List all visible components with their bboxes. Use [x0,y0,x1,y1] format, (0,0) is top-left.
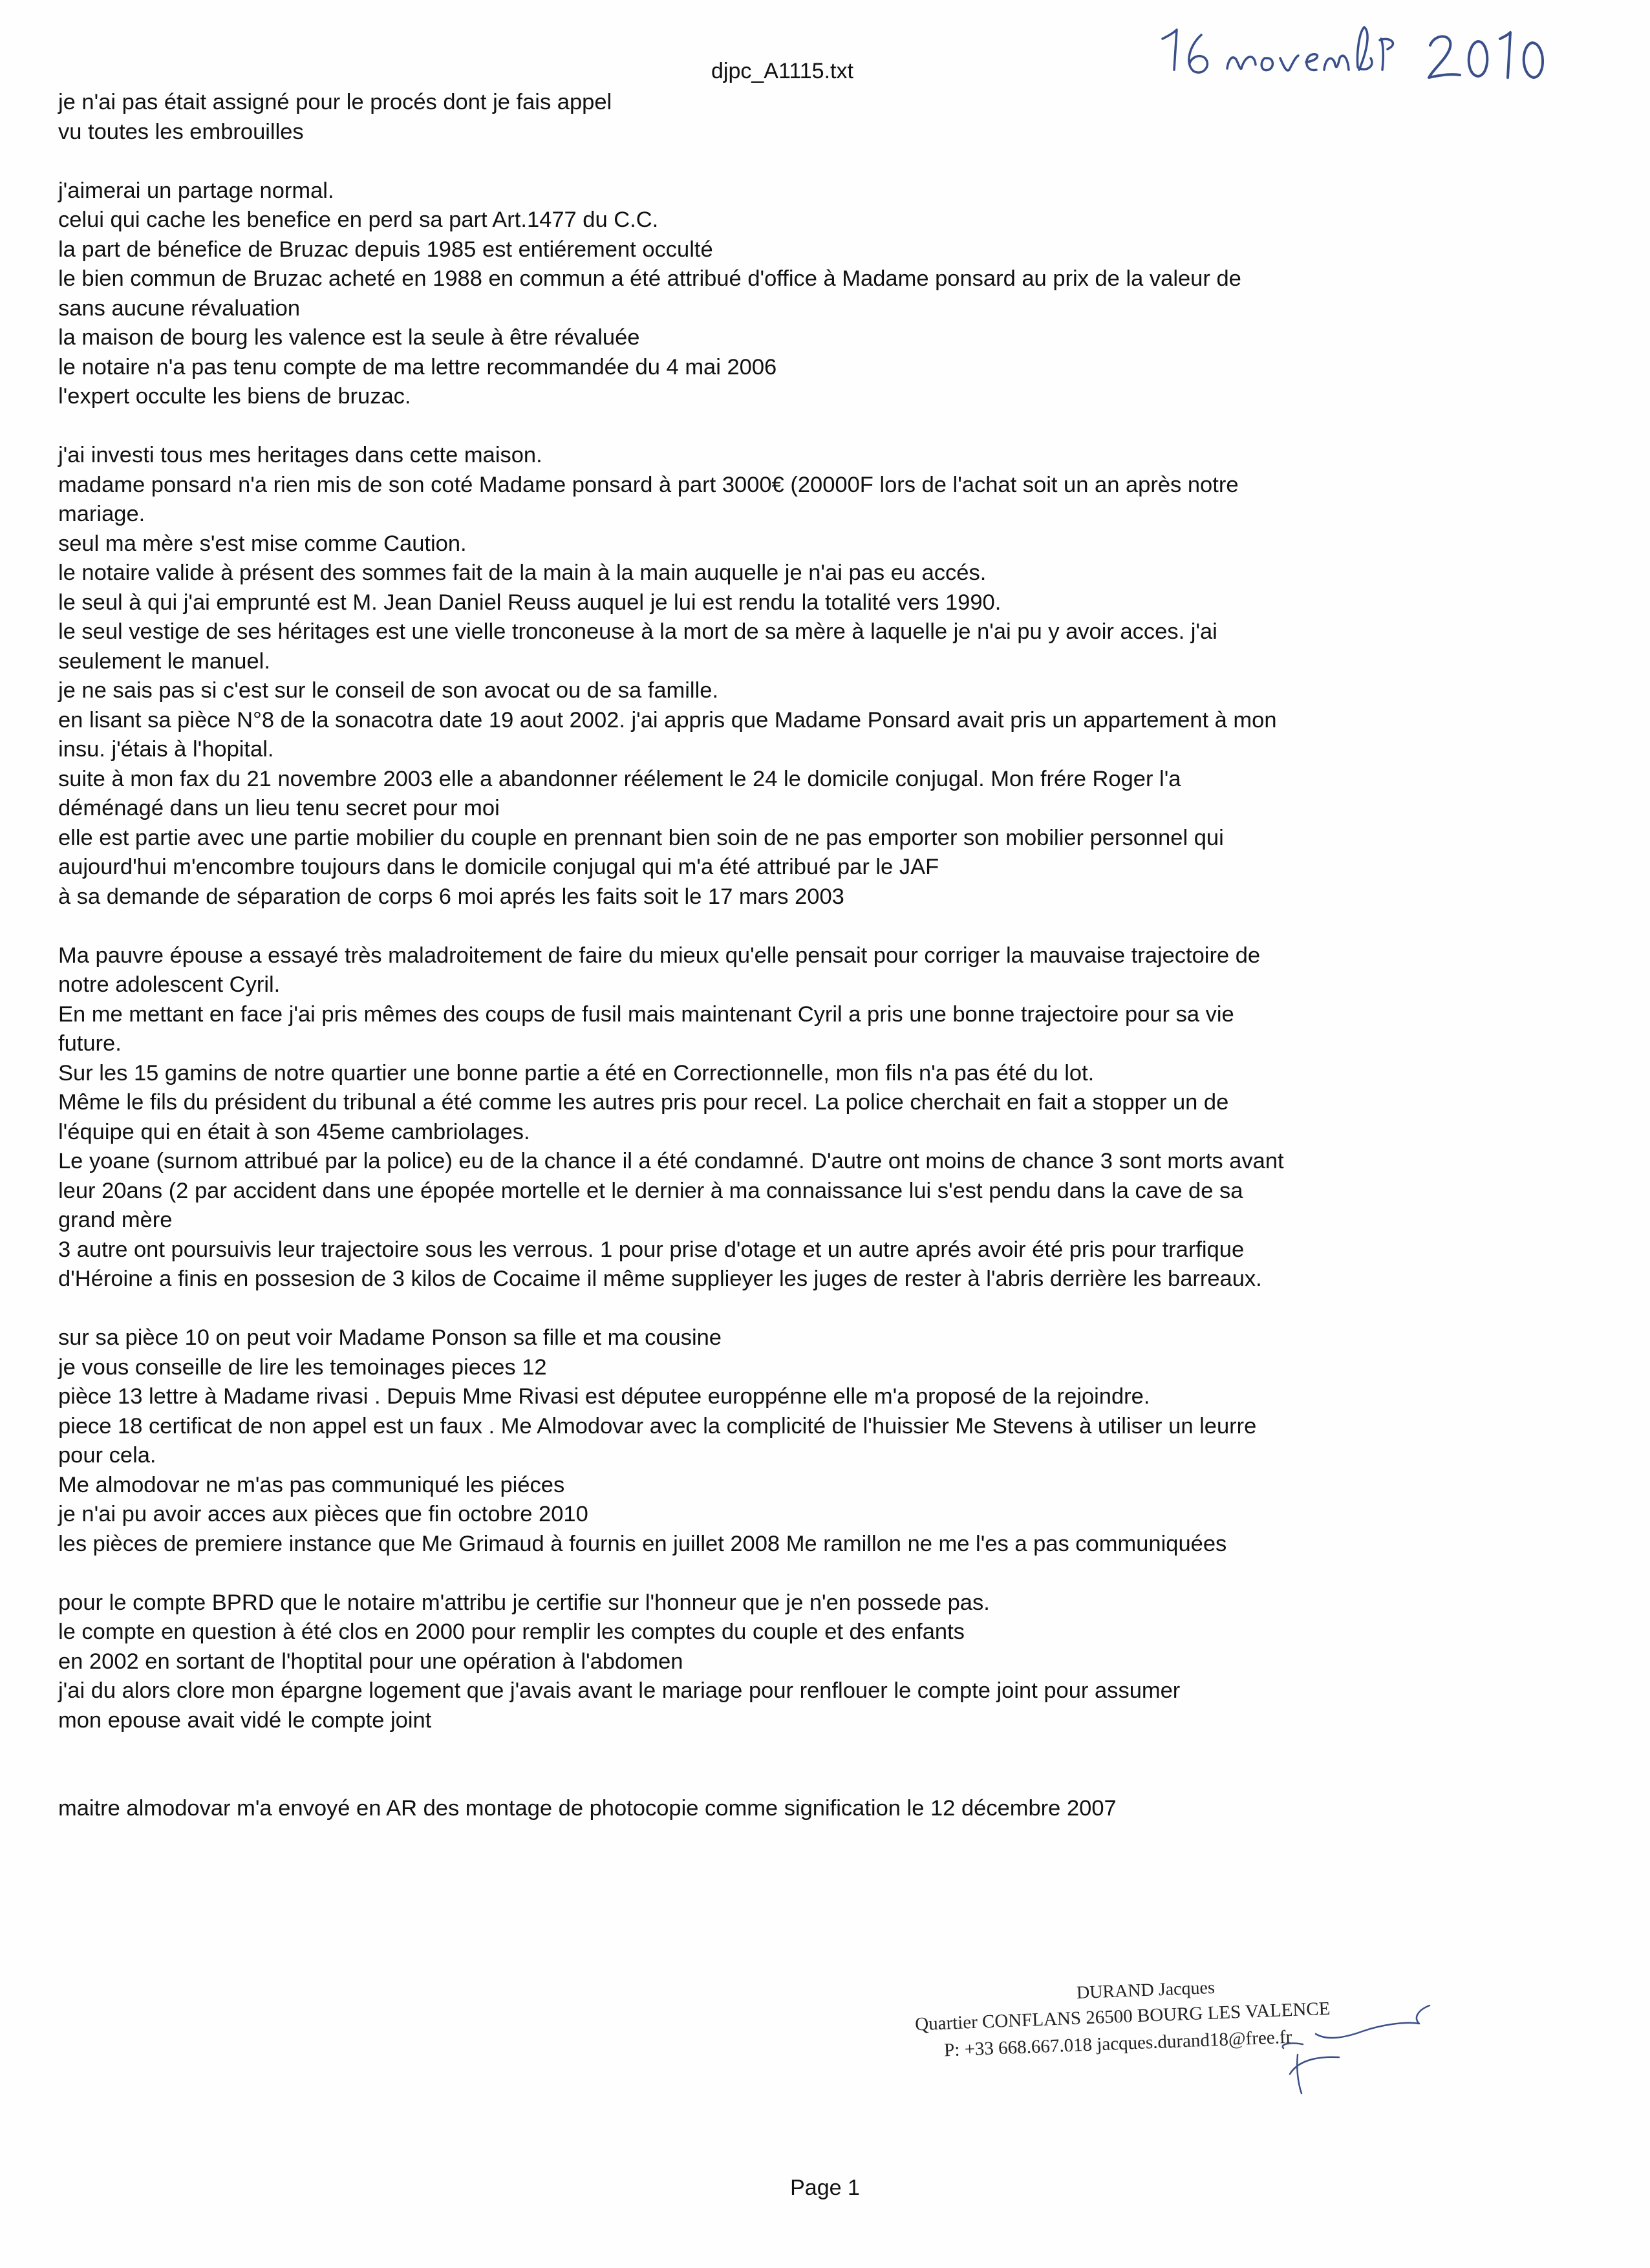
text-line: seul ma mère s'est mise comme Caution. [58,531,467,556]
text-line: suite à mon fax du 21 novembre 2003 elle a abandonner réélement le 24 le domicile conjugal. Mon frére Roger l'a [58,766,1181,791]
text-line: pour le compte BPRD que le notaire m'attribu je certifie sur l'honneur que je n'en possede pas. [58,1590,990,1615]
text-line [58,412,1610,442]
text-line: seulement le manuel. [58,648,270,674]
text-line: elle est partie avec une partie mobilier du couple en prennant bien soin de ne pas emporter son mobilier personnel qui [58,825,1224,850]
text-line: l'équipe qui en était à son 45eme cambriolages. [58,1119,530,1144]
text-line [58,147,1610,177]
text-line: je n'ai pu avoir acces aux pièces que fin octobre 2010 [58,1502,588,1526]
text-line: leur 20ans (2 par accident dans une épopée mortelle et le dernier à ma connaissance lui s'est pendu dans la cave de sa [58,1178,1243,1203]
text-line: Même le fils du président du tribunal a été comme les autres pris pour recel. La police cherchait en fait a stopper un de [58,1090,1229,1115]
text-line: j'ai du alors clore mon épargne logement que j'avais avant le mariage pour renflouer le compte joint pour assumer [58,1678,1181,1703]
page-number: Page 1 [790,2176,860,2200]
text-line: à sa demande de séparation de corps 6 moi aprés les faits soit le 17 mars 2003 [58,884,844,909]
text-line: en lisant sa pièce N°8 de la sonacotra date 19 aout 2002. j'ai appris que Madame Ponsard avait pris un appartement à mon [58,707,1277,733]
stamp-contact: P: +33 668.667.018 jacques.durand18@free.fr [943,2026,1292,2061]
text-line [58,1294,1610,1324]
text-line: l'expert occulte les biens de bruzac. [58,384,411,409]
text-line [58,1765,1610,1795]
text-line: le bien commun de Bruzac acheté en 1988 en commun a été attribué d'office à Madame ponsard au prix de la valeur de [58,266,1241,291]
text-line: je ne sais pas si c'est sur le conseil de son avocat ou de sa famille. [58,678,719,703]
file-title: djpc_A1115.txt [711,59,853,83]
text-line: future. [58,1031,122,1056]
text-line: en 2002 en sortant de l'hoptital pour une opération à l'abdomen [58,1649,683,1674]
letter-body [58,88,1610,1824]
text-line: je vous conseille de lire les temoinages pieces 12 [58,1354,547,1380]
text-line [58,912,1610,941]
text-line: maitre almodovar m'a envoyé en AR des montage de photocopie comme signification le 12 décembre 2007 [58,1796,1117,1821]
text-line: le seul vestige de ses héritages est une vielle tronconeuse à la mort de sa mère à laquelle je n'ai pu y avoir acces. j'ai [58,619,1217,644]
address-stamp [902,1977,1471,2100]
text-line: pour cela. [58,1443,156,1468]
text-line: sans aucune révaluation [58,295,301,321]
text-line: aujourd'hui m'encombre toujours dans le domicile conjugal qui m'a été attribué par le JAF [58,855,939,879]
text-line [58,1735,1610,1765]
text-line: le notaire n'a pas tenu compte de ma lettre recommandée du 4 mai 2006 [58,354,777,380]
text-line: insu. j'étais à l'hopital. [58,737,274,762]
text-line: d'Héroine a finis en possesion de 3 kilos de Cocaime il même supplieyer les juges de rester à l'abris derrière les barreaux. [58,1267,1262,1291]
text-line: le seul à qui j'ai emprunté est M. Jean Daniel Reuss auquel je lui est rendu la totalité vers 1990. [58,590,1002,615]
text-line: le notaire valide à présent des sommes fait de la main à la main auquelle je n'ai pas eu accés. [58,561,987,585]
text-line: 3 autre ont poursuivis leur trajectoire sous les verrous. 1 pour prise d'otage et un autre aprés avoir été pris pour trarfique [58,1237,1245,1262]
text-line: la part de bénefice de Bruzac depuis 1985 est entiérement occulté [58,237,713,262]
text-line: je n'ai pas était assigné pour le procés dont je fais appel [58,90,612,114]
text-line: notre adolescent Cyril. [58,972,281,997]
text-line: Le yoane (surnom attribué par la police) eu de la chance il a été condamné. D'autre ont moins de chance 3 sont morts avant [58,1149,1284,1173]
text-line: celui qui cache les benefice en perd sa part Art.1477 du C.C. [58,208,659,232]
text-line: mariage. [58,502,145,526]
stamp-name: DURAND Jacques [1076,1977,1216,2004]
text-line: j'aimerai un partage normal. [58,178,334,203]
text-line: grand mère [58,1208,173,1232]
text-line: En me mettant en face j'ai pris mêmes des coups de fusil mais maintenant Cyril a pris une bonne trajectoire pour sa vie [58,1001,1234,1027]
text-line: mon epouse avait vidé le compte joint [58,1707,432,1733]
text-line [58,1559,1610,1589]
text-line: sur sa pièce 10 on peut voir Madame Ponson sa fille et ma cousine [58,1325,722,1350]
text-line: madame ponsard n'a rien mis de son coté Madame ponsard à part 3000€ (20000F lors de l'achat soit un an après notre [58,472,1239,497]
text-line: la maison de bourg les valence est la seule à être révaluée [58,325,640,350]
text-line: le compte en question à été clos en 2000 pour remplir les comptes du couple et des enfants [58,1620,965,1644]
text-line: j'ai investi tous mes heritages dans cette maison. [58,443,542,467]
signature-mark [902,1977,1471,2100]
text-line: Ma pauvre épouse a essayé très maladroitement de faire du mieux qu'elle pensait pour corriger la mauvaise trajectoire de [58,943,1261,968]
text-line: les pièces de premiere instance que Me Grimaud à fournis en juillet 2008 Me ramillon ne me l'es a pas communiquées [58,1531,1227,1556]
stamp-address: Quartier CONFLANS 26500 BOURG LES VALENCE [914,1998,1331,2035]
text-line: Sur les 15 gamins de notre quartier une bonne partie a été en Correctionnelle, mon fils n'a pas été du lot. [58,1060,1095,1086]
text-line: piece 18 certificat de non appel est un faux . Me Almodovar avec la complicité de l'huissier Me Stevens à utiliser un leurre [58,1413,1257,1439]
text-line: Me almodovar ne m'as pas communiqué les piéces [58,1472,565,1497]
text-line: vu toutes les embrouilles [58,119,304,144]
text-line: pièce 13 lettre à Madame rivasi . Depuis Mme Rivasi est députee europpénne elle m'a proposé de la rejoindre. [58,1384,1150,1409]
text-line: déménagé dans un lieu tenu secret pour moi [58,796,500,820]
